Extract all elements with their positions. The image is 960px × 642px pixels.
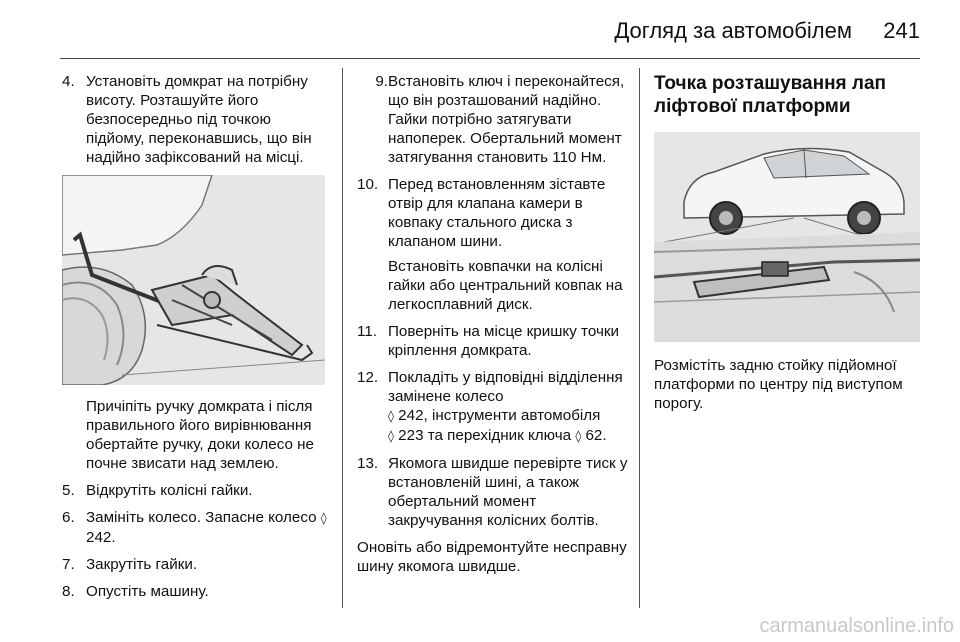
step-12 — [357, 368, 629, 446]
page-reference[interactable]: 242, інструменти автомобіля — [398, 407, 601, 424]
section-heading: Точка розташування лап ліфтової платформи — [654, 73, 887, 117]
column-right — [654, 72, 924, 421]
reference-arrow-icon: ◊ — [388, 429, 394, 443]
page-reference[interactable]: 62. — [585, 427, 607, 444]
closing-note: Оновіть або відремонтуйте несправну шину якомога швидше. — [357, 539, 627, 575]
lift-point-text: Розмістіть задню стойку підйомної платформи по центру під виступом порогу. — [654, 357, 903, 412]
page-reference[interactable]: 242. — [86, 529, 116, 546]
jack-drawing — [62, 175, 325, 385]
page-header — [0, 0, 960, 60]
step-text: Встановіть ключ і переконайтеся, що він розташований надійно. Гайки потрібно затягувати напоперек. Обертальний момент затягування становить 110 Нм. — [388, 73, 625, 166]
lift-point-drawing — [654, 132, 920, 342]
step-number: 8. — [62, 583, 75, 600]
step-text: Опустіть машину. — [86, 583, 209, 600]
step-text: Установіть домкрат на потрібну висоту. Розташуйте його безпосередньо під точкою підйому, переконавшись, що він надійно зафіксований на місці. — [86, 73, 312, 166]
step-text: Якомога швидше перевірте тиск у встановленій шині, а також обертальний момент закручування колісних болтів. — [388, 455, 628, 529]
step-9 — [357, 72, 629, 167]
column-divider — [639, 68, 640, 608]
column-middle — [357, 72, 629, 584]
column-left — [62, 72, 327, 609]
step-7 — [62, 555, 327, 574]
step-number: 13. — [357, 455, 379, 472]
step-text: Замініть колесо. Запасне колесо — [86, 509, 317, 526]
jack-instruction: Причіпіть ручку домкрата і після правильного його вирівнювання обертайте ручку, доки колесо не почне звисати над землею. — [86, 398, 314, 472]
watermark: carmanualsonline.info — [759, 615, 954, 637]
page-number: 241 — [883, 18, 920, 43]
step-text: Закрутіть гайки. — [86, 556, 198, 573]
step-4 — [62, 72, 327, 167]
step-8 — [62, 582, 327, 601]
page-reference[interactable]: 223 та перехідник ключа — [398, 427, 572, 444]
step-number: 7. — [62, 556, 75, 573]
step-number: 5. — [62, 482, 75, 499]
step-number: 10. — [357, 176, 379, 193]
jack-illustration — [62, 175, 325, 385]
column-divider — [342, 68, 343, 608]
step-number: 9. — [375, 73, 388, 90]
header-rule — [60, 58, 920, 59]
step-text: Відкрутіть колісні гайки. — [86, 482, 253, 499]
reference-arrow-icon: ◊ — [388, 409, 394, 423]
step-number: 11. — [357, 323, 377, 340]
reference-arrow-icon: ◊ — [320, 511, 327, 525]
step-5 — [62, 481, 327, 500]
step-text: Поверніть на місце кришку точки кріплення домкрата. — [388, 323, 619, 359]
step-10-note: Встановіть ковпачки на колісні гайки або центральний ковпак на легкосплавний диск. — [388, 258, 623, 313]
step-number: 4. — [62, 73, 75, 90]
step-text: Покладіть у відповідні відділення замінене колесо — [388, 369, 623, 405]
step-text: Перед встановленням зіставте отвір для клапана камери в ковпаку стального диска з клапаном шини. — [388, 176, 606, 250]
step-6 — [62, 508, 327, 547]
step-11 — [357, 322, 629, 360]
step-number: 12. — [357, 369, 379, 386]
step-10 — [357, 175, 629, 251]
lift-point-illustration — [654, 132, 920, 342]
section-title: Догляд за автомобілем — [614, 18, 852, 43]
step-13 — [357, 454, 629, 530]
reference-arrow-icon: ◊ — [575, 429, 582, 443]
step-number: 6. — [62, 509, 75, 526]
